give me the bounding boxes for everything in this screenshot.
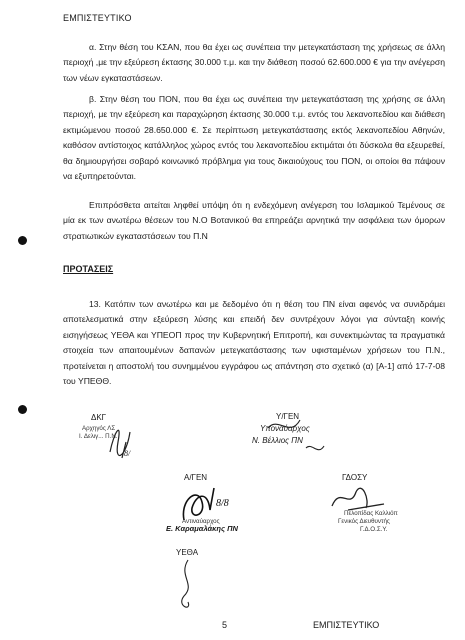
paragraph-additional: Επιπρόσθετα αιτείται ληφθεί υπόψη ότι η ενδεχόμενη ανέγερση του Ισλαμικού Τεμένους σε μία εκ των ανωτέρω θέσεων του Ν.Ο Βοτανικού θα επηρεάζει αρνητικά την ασφάλεια των όμορων στρατιωτικών εγκαταστάσεων του Π.Ν	[63, 200, 445, 241]
handwritten-signature-yetha	[168, 556, 208, 616]
svg-text:8/: 8/	[124, 449, 131, 458]
signature-name-agen: Ε. Καραμαλάκης ΠΝ	[166, 524, 238, 533]
punch-hole-mark-top	[18, 236, 27, 245]
signature-title-ygen: Υποναύαρχος	[260, 424, 310, 433]
signature-label-dkg: ΔΚΓ	[91, 413, 107, 422]
signature-stamp-dkg-2: Ι. Δελιγ... Π.Ν.	[79, 433, 118, 440]
signature-label-yetha: ΥΕΘΑ	[176, 548, 199, 557]
signature-title-agen: Αντιναύαρχος	[182, 518, 220, 525]
signature-org-gdosy: Γ.Δ.Ο.Σ.Υ.	[360, 526, 388, 533]
handwritten-signature-dkg	[100, 412, 140, 462]
section-title-proposals: ΠΡΟΤΑΣΕΙΣ	[63, 264, 114, 274]
signature-name-gdosy: Πελοπίδας Καλλιόπ	[344, 510, 398, 517]
signature-label-agen: Α/ΓΕΝ	[184, 473, 208, 482]
classification-footer: ΕΜΠΙΣΤΕΥΤΙΚΟ	[313, 620, 380, 630]
punch-hole-mark-bottom	[18, 405, 27, 414]
paragraph-a: α. Στην θέση του ΚΣΑΝ, που θα έχει ως συνέπεια την μετεγκατάσταση της χρήσεως σε άλλη περιοχή ,με την εξεύρεση έκτασης 30.000 τ.μ. και την διάθεση ποσού 62.600.000 € για την ανέγερση των νέων εγκαταστάσεων.	[63, 42, 445, 83]
signature-stamp-dkg-1: Αρχηγός ΛΣ	[82, 425, 116, 432]
signature-name-ygen: Ν. Βέλλιος ΠΝ	[252, 436, 303, 445]
svg-text:8/8: 8/8	[216, 498, 229, 509]
page-number: 5	[222, 620, 228, 630]
signature-title-gdosy: Γενικός Διευθυντής	[338, 518, 390, 525]
handwritten-signature-ygen	[260, 412, 330, 462]
classification-header: ΕΜΠΙΣΤΕΥΤΙΚΟ	[63, 13, 132, 23]
paragraph-13: 13. Κατόπιν των ανωτέρω και με δεδομένο ότι η θέση του ΠΝ είναι αφενός να συνιδράμει αποτελεσματικά στην εξεύρεση λύσης και επειδή δεν συντρέχουν λόγοι για σύνταξη κοινής εισηγήσεως ΥΕΘΑ και ΥΠΕΟΠ προς την Κυβερνητική Επιτροπή, και συνεκτιμώντας τα πραγματικά στοιχεία των απαιτουμένων δαπανών μετεγκατάστασης των υφισταμένων χρήσεων του Π.Ν., προτείνεται η αποστολή του συνημμένου εγγράφου ως απάντηση στο σχετικό (α) [Α-1] από 17-7-08 του ΥΠΕΘΘ.	[63, 299, 445, 387]
signature-label-ygen: Υ/ΓΕΝ	[276, 412, 300, 421]
signature-label-gdosy: ΓΔΟΣΥ	[342, 473, 368, 482]
paragraph-b: β. Στην θέση του ΠΟΝ, που θα έχει ως συνέπεια την μετεγκατάσταση της χρήσης σε άλλη περιοχή, με την εξεύρεση και παραχώρηση έκτασης 30.000 τ.μ. εντός του λεκανοπεδίου και διάθεση εκτιμώμενου ποσού 28.650.000 €. Σε περίπτωση μετεγκατάστασης εκτός λεκανοπεδίου Αθηνών, καθόσον αντίστοιχος κατάλληλος χώρος εντός του λεκανοπεδίου εκτιμάται ότι δύσκολα θα εξευρεθεί, θα δημιουργήσει σοβαρό κοινωνικό πρόβλημα για τους δικαιούχους του ΠΟΝ, οι οποίοι θα πάψουν να εξυπηρετούνται.	[63, 94, 445, 182]
